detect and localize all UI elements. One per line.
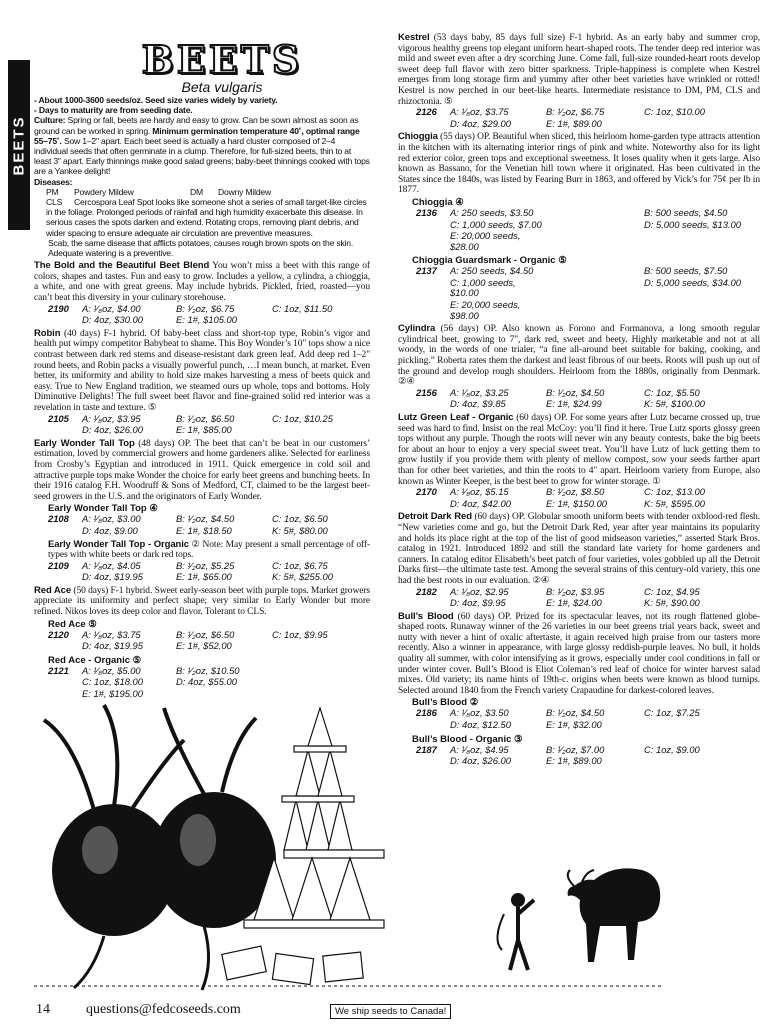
item-code: 2108 xyxy=(48,513,69,525)
price-option[interactable]: C: 1oz, $11.50 xyxy=(272,302,333,314)
price-option[interactable]: E: 1#, $89.00 xyxy=(546,755,602,767)
price-option[interactable]: B: 500 seeds, $4.50 xyxy=(644,206,728,218)
variety-description xyxy=(398,612,760,697)
price-option[interactable]: B: ¹⁄₂oz, $6.75 xyxy=(546,106,605,118)
variety-subheading: Red Ace - Organic ⑤ xyxy=(48,654,142,666)
price-row xyxy=(398,231,760,252)
item-code xyxy=(416,399,450,410)
price-option[interactable]: E: 1#, $105.00 xyxy=(176,314,237,326)
variety-description xyxy=(34,261,370,303)
price-option[interactable]: A: ¹⁄₈oz, $5.00 xyxy=(82,664,141,676)
variety-description xyxy=(34,329,370,414)
price-row xyxy=(34,425,370,436)
item-code xyxy=(48,526,82,537)
culture-label: Culture: xyxy=(34,115,66,126)
price-option[interactable]: K: 5#, $595.00 xyxy=(644,497,705,509)
section-side-tab xyxy=(8,60,30,230)
variety-sub-note: ② Note: May present a small percentage of off-types with white beets or dark red tops. xyxy=(48,539,370,561)
variety-description xyxy=(398,413,760,487)
latin-name: Beta vulgaris xyxy=(181,79,263,95)
price-row xyxy=(34,689,370,700)
price-row xyxy=(398,388,760,399)
price-option[interactable]: D: 4oz, $9.95 xyxy=(450,597,506,609)
disease-name-pm: Powdery Mildew xyxy=(74,186,134,197)
item-code: 2190 xyxy=(48,302,69,314)
price-option[interactable]: A: ¹⁄₈oz, $5.15 xyxy=(450,486,509,498)
price-option xyxy=(272,677,368,688)
page-title: BEETS xyxy=(141,40,303,82)
price-row xyxy=(34,572,370,583)
item-code xyxy=(416,278,450,299)
variety-description xyxy=(398,33,760,107)
price-option[interactable]: E: 1#, $85.00 xyxy=(176,424,232,436)
price-option[interactable]: D: 4oz, $26.00 xyxy=(82,424,143,436)
item-code: 2182 xyxy=(416,585,437,597)
variety-subheading xyxy=(34,540,370,561)
price-option[interactable]: D: 4oz, $29.00 xyxy=(450,117,511,129)
price-row xyxy=(398,220,760,231)
price-option[interactable]: D: 4oz, $55.00 xyxy=(176,676,237,688)
price-option xyxy=(644,119,754,130)
price-option[interactable]: C: 1,000 seeds, $7.00 xyxy=(450,218,542,230)
culture-text-c: Sow 1–2" apart. Each beet seed is actually a hard cluster composed of 2–4 individual seeds that often germinate in a clump. Therefore, for full-sized beets, thin to at least 3" apart. Early thinnings make good salad greens; baby-beet thinnings cooked with tops are a Yankee delight! xyxy=(34,135,370,177)
item-code: 2105 xyxy=(48,412,69,424)
price-row xyxy=(34,666,370,677)
price-option xyxy=(644,300,754,321)
variety-subheading: Red Ace ⑤ xyxy=(48,618,97,630)
item-code xyxy=(416,119,450,130)
price-row xyxy=(398,119,760,130)
culture-text-b: Minimum germination temperature 40˚, optimal range 55–75˚. xyxy=(34,125,360,146)
price-option[interactable]: C: 1oz, $10.25 xyxy=(272,412,333,424)
item-code xyxy=(416,220,450,231)
price-option[interactable]: E: 1#, $150.00 xyxy=(546,497,607,509)
price-option[interactable]: E: 1#, $65.00 xyxy=(176,571,232,583)
culture-text-a: Spring or fall, beets are hardy and easy to grow. Can be sown almost as soon as ground can be worked in spring. xyxy=(34,115,359,136)
variety-text: (56 days) OP. Also known as Forono and Formanova, a long smooth regular cylindrical beet, growing to 7", dark red, sweet and beety. Highly marketable and not at all woody, in the words of one trialer, “a fine all-around beet suitable for baking, cooking, and pickling.” Roberta rates them the darkest and least fibrous of our beets. Roots will push up out of the ground and develop rough shoulders. Heirloom from the 1880s, originally from Denmark. ②④ xyxy=(398,324,760,388)
price-option[interactable]: D: 5,000 seeds, $34.00 xyxy=(644,276,741,288)
price-option[interactable]: E: 20,000 seeds, $98.00 xyxy=(450,299,521,321)
item-code xyxy=(416,499,450,510)
price-option[interactable]: A: ¹⁄₈oz, $3.75 xyxy=(82,628,141,640)
item-code xyxy=(48,572,82,583)
price-option[interactable]: C: 1oz, $10.00 xyxy=(644,106,705,118)
price-option xyxy=(546,220,644,231)
bull-illustration xyxy=(568,868,661,962)
disease-code-pm: PM xyxy=(46,186,59,197)
item-code xyxy=(416,598,450,609)
right-column xyxy=(398,30,760,768)
variety-name: The Bold and the Beautiful Beet Blend xyxy=(34,260,210,272)
price-option[interactable]: A: ¹⁄₈oz, $3.00 xyxy=(82,513,141,525)
price-option[interactable]: K: 5#, $80.00 xyxy=(272,524,328,536)
price-option[interactable]: B: ¹⁄₂oz, $8.50 xyxy=(546,486,605,498)
note-days-maturity: - Days to maturity are from seeding date. xyxy=(34,105,193,116)
price-row xyxy=(398,278,760,299)
variety-name: Kestrel xyxy=(398,32,430,43)
price-option[interactable]: E: 1#, $52.00 xyxy=(176,640,232,652)
variety-text: (60 days) OP. Globular smooth uniform beets with tender oxblood-red flesh. “New varieties come and go, but the Detroit Dark Red, year after year maintains its popularity and holds its place right at the top of the list of good midseason varieties,” asserted Stark Bros. catalog in 1921. Introduced 1892 and still the standard late variety for home gardeners and canners. In catalog editor Elisabeth’s beet patch of four varieties, voles gobbled up all the Detroit Darks first—the ultimate taste test. Among the several strains of this century-old variety, this one had the best roots in our evaluation. ②④ xyxy=(398,512,760,586)
item-code: 2170 xyxy=(416,486,437,498)
variety-name: Detroit Dark Red xyxy=(398,511,472,523)
price-row xyxy=(398,587,760,598)
price-option[interactable]: D: 4oz, $9.00 xyxy=(82,524,138,536)
matador-illustration xyxy=(497,893,534,970)
price-option[interactable]: C: 1oz, $6.50 xyxy=(272,513,328,525)
price-option[interactable]: B: ¹⁄₂oz, $4.50 xyxy=(546,707,605,719)
growing-notes xyxy=(34,95,370,258)
price-option[interactable]: A: ¹⁄₈oz, $3.95 xyxy=(82,412,141,424)
price-row xyxy=(398,208,760,219)
item-code xyxy=(48,315,82,326)
price-option xyxy=(546,208,644,219)
price-option[interactable]: E: 1#, $24.99 xyxy=(546,398,602,410)
price-option[interactable]: B: ¹⁄₂oz, $6.50 xyxy=(176,628,235,640)
price-option xyxy=(272,641,368,652)
price-option[interactable]: C: 1oz, $9.00 xyxy=(644,743,700,755)
variety-sub-name: Early Wonder Tall Top - Organic xyxy=(48,538,189,550)
price-option[interactable]: B: ¹⁄₂oz, $4.50 xyxy=(176,513,235,525)
price-option[interactable]: D: 5,000 seeds, $13.00 xyxy=(644,218,741,230)
note-seeds-per-oz: - About 1000-3600 seeds/oz. Seed size varies widely by variety. xyxy=(34,95,278,105)
disease-code-cls: CLS xyxy=(46,197,63,208)
price-row xyxy=(34,414,370,425)
price-option[interactable]: D: 4oz, $19.95 xyxy=(82,640,143,652)
price-row xyxy=(398,300,760,321)
price-option[interactable]: K: 5#, $90.00 xyxy=(644,597,700,609)
item-code: 2121 xyxy=(48,664,69,676)
price-row xyxy=(34,561,370,572)
item-code: 2137 xyxy=(416,265,437,277)
price-option[interactable]: D: 4oz, $12.50 xyxy=(450,719,511,731)
price-option xyxy=(546,231,644,252)
price-option[interactable]: C: 1oz, $18.00 xyxy=(82,676,143,688)
diseases-label: Diseases: xyxy=(34,176,73,187)
price-option xyxy=(546,266,644,277)
item-code: 2136 xyxy=(416,206,437,218)
price-option xyxy=(546,300,644,321)
variety-text: (55 days) OP. Beautiful when sliced, this heirloom home-garden type attracts attention in the kitchen with its alternating interior rings of pink and white. Noteworthy also for its light red exterior color, green tops and exceptional sweetness. It loses quality when it gets large. Also known as Bassano, for the Venetian hill town where it originated. Has been cultivated in the States since the 1840s, was listed by Fearing Burr in 1863, and offered by Vick’s for 75¢ per lb in 1877. xyxy=(398,132,760,196)
price-option[interactable]: A: ¹⁄₈oz, $3.25 xyxy=(450,386,509,398)
price-row xyxy=(398,107,760,118)
variety-text: (60 days) OP. Prized for its spectacular leaves, not its rough flattened globe-shaped roots. Runaway winner of the 26 varieties in our beet greens trial years back, sweet and nutty with never a hint of oxalic aftertaste, it again received high praise from our tasters more recently. Also a winner in appearance, with large glossy reddish-purple leaves. No bull, it holds quality all summer, with color intensifying as it grows, especially under cool conditions in fall or under winter cover. Bull’s Blood is Eliot Coleman’s red leaf of choice for winter harvest salad mixes. Old variety; its name hints of 19th-c. origins when beets were known as blood turnips. Selected around 1840 from the French variety Crapaudine for darkest-colored leaves. xyxy=(398,611,760,696)
price-option[interactable]: C: 1oz, $13.00 xyxy=(644,486,705,498)
price-option[interactable]: D: 4oz, $30.00 xyxy=(82,314,143,326)
item-code xyxy=(48,677,82,688)
item-code: 2120 xyxy=(48,628,69,640)
price-option[interactable]: A: ¹⁄₈oz, $3.50 xyxy=(450,707,509,719)
price-option xyxy=(272,315,368,326)
right-variety-list xyxy=(398,33,760,767)
price-option[interactable]: C: 1oz, $9.95 xyxy=(272,628,328,640)
price-option[interactable]: B: ¹⁄₂oz, $10.50 xyxy=(176,664,240,676)
price-option[interactable]: A: 250 seeds, $3.50 xyxy=(450,206,534,218)
item-code: 2187 xyxy=(416,743,437,755)
variety-description xyxy=(398,132,760,196)
variety-description xyxy=(34,439,370,503)
price-option xyxy=(272,425,368,436)
price-option xyxy=(644,231,754,252)
price-option[interactable]: B: ¹⁄₂oz, $7.00 xyxy=(546,743,605,755)
variety-subheading: Bull’s Blood - Organic ③ xyxy=(412,733,523,745)
price-option[interactable]: E: 1#, $32.00 xyxy=(546,719,602,731)
price-row xyxy=(398,399,760,410)
variety-subheading: Bull’s Blood ② xyxy=(412,697,479,709)
price-option[interactable]: E: 1#, $89.00 xyxy=(546,117,602,129)
price-option xyxy=(176,689,272,700)
price-option[interactable]: D: 4oz, $26.00 xyxy=(450,755,511,767)
variety-subheading: Chioggia ④ xyxy=(412,196,464,208)
price-row xyxy=(34,641,370,652)
variety-description xyxy=(398,512,760,586)
price-option[interactable]: C: 1,000 seeds, $10.00 xyxy=(450,276,516,299)
price-option[interactable]: A: ¹⁄₈oz, $4.00 xyxy=(82,302,141,314)
left-column xyxy=(34,40,370,701)
item-code: 2126 xyxy=(416,106,437,118)
variety-text: (50 days) F-1 hybrid. Sweet early-season beet with purple tops. Market growers appreciate its uniformity and perfect shape; very similar to Early Wonder but more refined. Nikos loves its deep color and flavor. Tolerant to CLS. xyxy=(34,585,370,618)
variety-text: (53 days baby, 85 days full size) F-1 hybrid. As an early baby and summer crop, vigorous healthy greens top elegant uniform heart-shaped roots. The tender deep red interior was mild and sweet even after a dry scorching June. Come fall, full-size rounded-heart roots develop sweet deep full flavor with zero bitter sparkness. Triple-happiness is complete when Kestrel emerges from long storage firm and yummy after other beet varieties have wrinkled or rotted! Kestrel is now perched in our beet-like hearts. Intermediate resistance to DM, PM, CLS and rhizoctonia. ⑤ xyxy=(398,33,760,107)
variety-name: Early Wonder Tall Top xyxy=(34,437,135,449)
price-option xyxy=(546,278,644,299)
price-option[interactable]: D: 4oz, $9.85 xyxy=(450,398,506,410)
disease-name-dm: Downy Mildew xyxy=(218,186,271,197)
price-row xyxy=(34,315,370,326)
price-option[interactable]: C: 1oz, $4.95 xyxy=(644,585,700,597)
price-option[interactable]: B: ¹⁄₂oz, $6.75 xyxy=(176,302,235,314)
item-code xyxy=(48,689,82,700)
canada-shipping-badge: We ship seeds to Canada! xyxy=(330,1004,451,1019)
price-option[interactable]: A: 250 seeds, $4.50 xyxy=(450,265,534,277)
variety-text: You won’t miss a beet with this range of colors, shapes and tastes. Fun and easy to grow. Includes a yellow, a cylindra, a chioggia, a white, and one with great greens. May include hybrids. Pickled, fried, roasted—you can’t beat this diversity in your culinary storehouse. xyxy=(34,261,370,304)
item-code xyxy=(48,425,82,436)
price-row xyxy=(34,514,370,525)
variety-name: Cylindra xyxy=(398,323,436,335)
disease-row-pm-dm xyxy=(34,187,370,197)
price-row xyxy=(34,677,370,688)
variety-text: (60 days) OP. For some years after Lutz became crossed up, true seed was hard to find. Insist on the real McCoy: you’ll find it here. True Lutz sports glossy green tops without any purple. Though the roots will never win any beauty contests, bake the big beets for about an hour to enjoy a very special sweet treat. You’ll have Lutz of luck getting them to grow lustily if you provide them with plenty of mellow compost, sow your seeds farther apart than for other beet varieties, and thin the roots to 4" apart. Heirloom variety from Europe, also known as Winter Keeper, is the best beet to grow for winter storage. ① xyxy=(398,413,760,487)
price-option[interactable]: C: 1oz, $7.25 xyxy=(644,707,700,719)
price-option[interactable]: C: 1oz, $6.75 xyxy=(272,559,328,571)
beets-bullfight-illustration xyxy=(34,700,664,992)
price-option[interactable]: A: ¹⁄₈oz, $2.95 xyxy=(450,585,509,597)
item-code: 2186 xyxy=(416,707,437,719)
item-code xyxy=(416,231,450,252)
variety-text: (40 days) F-1 hybrid. Of baby-beet class and short-top type, Robin’s vigor and health put wimpy competitor Babybeat to shame. This Boy Wonder’s 10" tops show a nice contrast between dark red stems and disease-resistant dark green leaf. Add deep red 1–2" round beets, and Robin packs a visually powerful punch, …I mean bunch, at market. Even better, its uniformity and ability to hold size makes harvesting a mess of beets quick and easy. True to New England tradition, we steamed ours up whole, tops and bottoms. Holy Diminutive Delights! The full sweet beet flavor and fine-grained solid red interior was a revelation in taste and texture. ⑤ xyxy=(34,328,370,413)
price-option[interactable]: E: 1#, $18.50 xyxy=(176,524,232,536)
price-row xyxy=(398,266,760,277)
variety-name: Robin xyxy=(34,327,61,339)
price-option[interactable]: C: 1oz, $5.50 xyxy=(644,386,700,398)
price-row xyxy=(34,526,370,537)
variety-description xyxy=(398,324,760,388)
price-option[interactable]: K: 5#, $255.00 xyxy=(272,571,333,583)
contact-email-link[interactable]: questions@fedcoseeds.com xyxy=(86,1002,241,1017)
price-option[interactable]: A: ¹⁄₈oz, $3.75 xyxy=(450,106,509,118)
price-option[interactable]: B: ¹⁄₂oz, $6.50 xyxy=(176,412,235,424)
variety-name: Bull’s Blood xyxy=(398,610,454,622)
variety-name: Red Ace xyxy=(34,584,72,596)
price-option[interactable]: E: 1#, $195.00 xyxy=(82,688,143,700)
price-option[interactable]: D: 4oz, $42.00 xyxy=(450,497,511,509)
page-number: 14 xyxy=(36,1002,50,1017)
price-option[interactable]: D: 4oz, $19.95 xyxy=(82,571,143,583)
item-code xyxy=(48,641,82,652)
price-option[interactable]: B: ¹⁄₂oz, $5.25 xyxy=(176,559,235,571)
price-option xyxy=(272,689,368,700)
price-option[interactable]: B: ¹⁄₂oz, $4.50 xyxy=(546,386,605,398)
price-option[interactable]: E: 1#, $24.00 xyxy=(546,597,602,609)
price-row xyxy=(34,630,370,641)
price-option[interactable]: A: ¹⁄₈oz, $4.05 xyxy=(82,559,141,571)
price-option[interactable]: A: ¹⁄₈oz, $4.95 xyxy=(450,743,509,755)
price-row xyxy=(398,487,760,498)
variety-name: Chioggia xyxy=(398,131,438,143)
left-variety-list xyxy=(34,261,370,699)
price-row xyxy=(34,304,370,315)
price-option[interactable]: E: 20,000 seeds, $28.00 xyxy=(450,230,521,252)
price-row xyxy=(398,499,760,510)
variety-text: (48 days) OP. The beet that can’t be beat in our customers’ estimation, loved by commercial growers and home gardeners alike. Selected for earliness from Crosby’s Egyptian and introduced in 1911. Quick emergence in cold soil and attractive purple tops make Wonder the choice for early beet greens and bunching beets. In their 1916 catalog F.H. Woodruff & Sons of Medford, CT, claimed to be the largest beet-seed growers in the U.S. and the originators of Early Wonder. xyxy=(34,438,370,502)
item-code: 2109 xyxy=(48,559,69,571)
price-row xyxy=(398,598,760,609)
disease-text-cls: Cercospora Leaf Spot looks like someone shot a series of small target-like circles in the foliage. Prolonged periods of rainfall and high humidity exacerbate this disease. In serious cases the spots darken and extend. Rotating crops, removing plant debris, and wider spacing to ensure adequate air circulation are preventive measures. xyxy=(46,197,367,238)
price-option xyxy=(272,666,368,677)
item-code: 2156 xyxy=(416,386,437,398)
price-option[interactable]: B: ¹⁄₂oz, $3.95 xyxy=(546,585,605,597)
variety-name: Lutz Green Leaf - Organic xyxy=(398,412,514,423)
variety-subheading: Chioggia Guardsmark - Organic ⑤ xyxy=(412,255,567,267)
side-tab-label: BEETS xyxy=(10,114,28,176)
variety-subheading: Early Wonder Tall Top ④ xyxy=(48,503,158,515)
disease-code-dm: DM xyxy=(190,186,203,197)
price-option[interactable]: K: 5#, $100.00 xyxy=(644,398,705,410)
price-option[interactable]: B: 500 seeds, $7.50 xyxy=(644,265,728,277)
disease-text-scab: Scab, the same disease that afflicts potatoes, causes rough brown spots on the skin. Adequate watering is a preventive. xyxy=(48,237,354,259)
variety-description xyxy=(34,586,370,618)
item-code xyxy=(416,300,450,321)
